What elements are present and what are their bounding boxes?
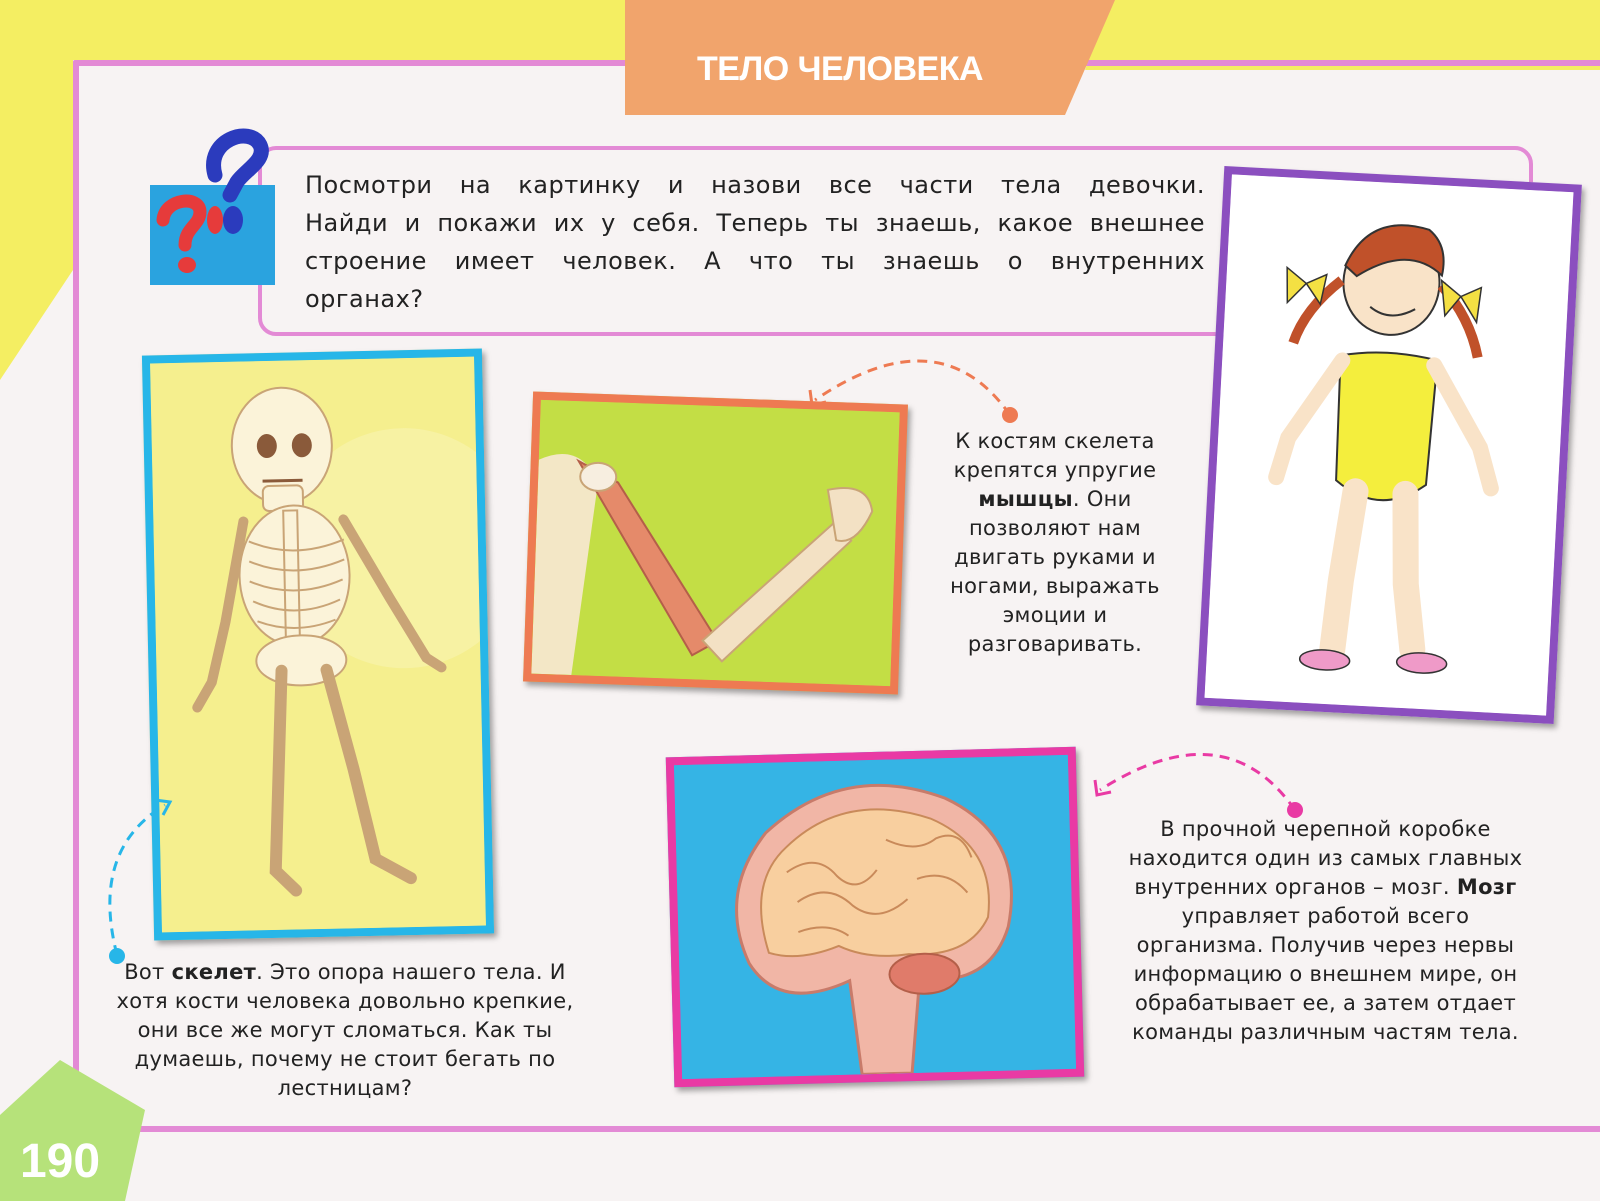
skeleton-term: скелет (171, 960, 257, 984)
arm-muscles-illustration (531, 400, 899, 686)
skeleton-caption: Вот скелет. Это опора нашего тела. И хотя кости человека довольно крепкие, они все же могут сломаться. Как ты думаешь, почему не стоит бегать по лестницам? (116, 960, 574, 1100)
brain-term: Мозг (1456, 875, 1517, 899)
girl-illustration (1205, 174, 1574, 715)
skeleton-illustration (150, 357, 486, 933)
intro-paragraph: Посмотри на картинку и назови все части тела девочки. Найди и покажи их у себя. Теперь ты знаешь, какое внешнее строение имеет человек. А что ты знаешь о внутренних органах? (305, 171, 1205, 313)
question-marks-icon (145, 120, 285, 290)
girl-card (1196, 166, 1582, 724)
brain-illustration (674, 755, 1076, 1079)
page-title: ТЕЛО ЧЕЛОВЕКА (696, 50, 984, 88)
page-number: 190 (19, 1135, 101, 1188)
brain-arrow (1085, 740, 1315, 820)
arm-muscles-card (523, 392, 908, 695)
muscles-caption: К костям скелета крепятся упругие мышцы. Они позволяют нам двигать руками и ногами, выражать эмоции и разговаривать. (950, 429, 1160, 656)
muscles-arrow (800, 345, 1030, 425)
brain-caption: В прочной черепной коробке находится один из самых главных внутренних органов – мозг. Мозг управляет работой всего организма. Получив через нервы информацию о внешнем мире, он обрабатывает ее, а затем отдает команды различным частям тела. (1128, 817, 1523, 1044)
skeleton-arrow (95, 790, 185, 970)
skeleton-card (142, 349, 494, 941)
brain-card (666, 747, 1084, 1088)
muscles-term: мышцы (978, 487, 1073, 511)
